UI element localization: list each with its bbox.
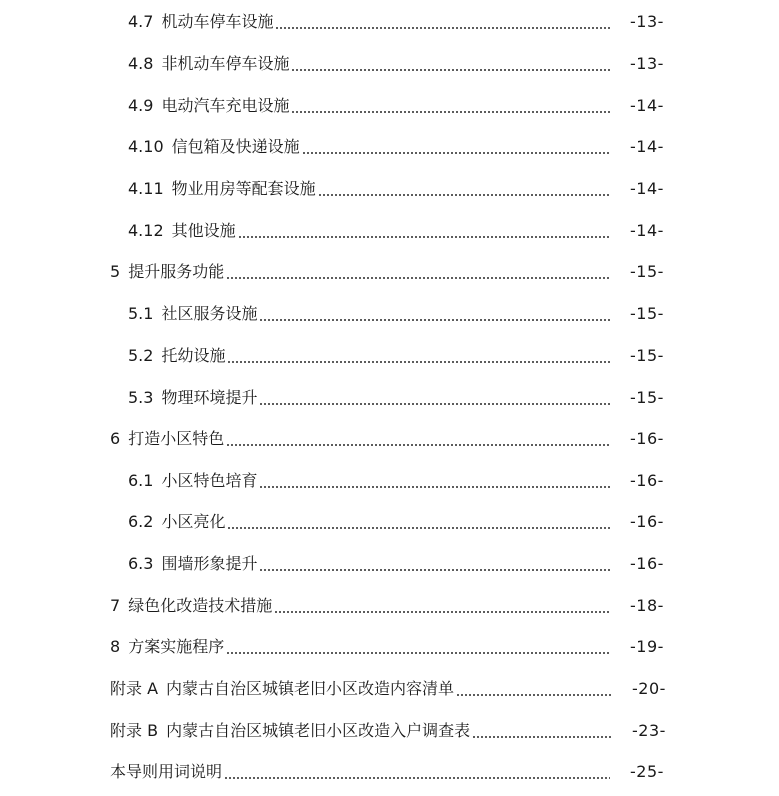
dot-leader (238, 219, 610, 243)
entry-number: 5.2 (128, 346, 154, 365)
entry-page-number: -15- (630, 388, 664, 407)
dot-leader (224, 760, 610, 784)
entry-number: 4.7 (128, 12, 154, 31)
entry-number: 8 (110, 637, 121, 656)
toc-entry[interactable] (110, 427, 664, 451)
dot-leader (274, 594, 610, 618)
entry-number: 附录 B (110, 721, 159, 740)
toc-entry[interactable] (128, 552, 664, 576)
entry-page-number: -15- (630, 304, 664, 323)
entry-title: 方案实施程序 (128, 637, 225, 656)
entry-title: 非机动车停车设施 (161, 54, 290, 73)
toc-entry[interactable] (110, 760, 664, 784)
entry-title: 电动汽车充电设施 (161, 96, 290, 115)
entry-title: 内蒙古自治区城镇老旧小区改造内容清单 (166, 679, 455, 698)
entry-title: 社区服务设施 (161, 304, 258, 323)
entry-page-number: -15- (630, 262, 664, 281)
dot-leader (227, 510, 610, 534)
entry-page-number: -14- (630, 137, 664, 156)
dot-leader (226, 260, 610, 284)
entry-title: 小区特色培育 (161, 471, 258, 490)
dot-leader (227, 344, 610, 368)
entry-title: 信包箱及快递设施 (171, 137, 300, 156)
entry-page-number: -14- (630, 179, 664, 198)
toc-entry[interactable] (128, 344, 664, 368)
dot-leader (472, 719, 612, 743)
toc-entry[interactable] (128, 510, 664, 534)
entry-number: 5 (110, 262, 121, 281)
toc-entry[interactable] (128, 177, 664, 201)
entry-number: 4.9 (128, 96, 154, 115)
entry-page-number: -19- (630, 637, 664, 656)
entry-title: 物理环境提升 (161, 388, 258, 407)
entry-page-number: -13- (630, 12, 664, 31)
entry-title: 本导则用词说明 (110, 762, 223, 781)
entry-title: 围墙形象提升 (161, 554, 258, 573)
dot-leader (226, 427, 610, 451)
toc-entry[interactable] (128, 94, 664, 118)
entry-number: 附录 A (110, 679, 159, 698)
toc-entry[interactable] (110, 594, 664, 618)
entry-title: 小区亮化 (161, 512, 226, 531)
entry-page-number: -16- (630, 512, 664, 531)
dot-leader (275, 10, 610, 34)
entry-page-number: -14- (630, 221, 664, 240)
entry-title: 打造小区特色 (128, 429, 225, 448)
entry-number: 6.2 (128, 512, 154, 531)
entry-number: 7 (110, 596, 121, 615)
entry-page-number: -16- (630, 471, 664, 490)
dot-leader (291, 94, 610, 118)
entry-page-number: -14- (630, 96, 664, 115)
entry-title: 内蒙古自治区城镇老旧小区改造入户调查表 (166, 721, 471, 740)
dot-leader (259, 302, 610, 326)
toc-entry[interactable] (110, 677, 666, 701)
dot-leader (259, 469, 610, 493)
entry-number: 6 (110, 429, 121, 448)
entry-page-number: -16- (630, 429, 664, 448)
entry-title: 机动车停车设施 (161, 12, 274, 31)
entry-title: 提升服务功能 (128, 262, 225, 281)
entry-number: 4.8 (128, 54, 154, 73)
entry-page-number: -20- (632, 679, 666, 698)
entry-number: 4.11 (128, 179, 164, 198)
entry-number: 5.1 (128, 304, 154, 323)
toc-entry[interactable] (128, 135, 664, 159)
toc-entry[interactable] (128, 302, 664, 326)
entry-number: 5.3 (128, 388, 154, 407)
toc-entry[interactable] (128, 469, 664, 493)
entry-page-number: -16- (630, 554, 664, 573)
dot-leader (259, 552, 610, 576)
toc-entry[interactable] (128, 386, 664, 410)
dot-leader (318, 177, 610, 201)
entry-page-number: -18- (630, 596, 664, 615)
toc-entry[interactable] (128, 52, 664, 76)
entry-number: 4.12 (128, 221, 164, 240)
entry-title: 其他设施 (171, 221, 236, 240)
entry-number: 6.3 (128, 554, 154, 573)
dot-leader (456, 677, 612, 701)
toc-entry[interactable] (110, 719, 666, 743)
entry-title: 托幼设施 (161, 346, 226, 365)
entry-number: 4.10 (128, 137, 164, 156)
entry-page-number: -15- (630, 346, 664, 365)
toc-entry[interactable] (128, 219, 664, 243)
dot-leader (226, 635, 610, 659)
entry-number: 6.1 (128, 471, 154, 490)
entry-page-number: -25- (630, 762, 664, 781)
entry-page-number: -13- (630, 54, 664, 73)
entry-title: 物业用房等配套设施 (171, 179, 316, 198)
dot-leader (291, 52, 610, 76)
toc-entry[interactable] (110, 635, 664, 659)
entry-title: 绿色化改造技术措施 (128, 596, 273, 615)
dot-leader (302, 135, 610, 159)
dot-leader (259, 386, 610, 410)
toc-entry[interactable] (128, 10, 664, 34)
toc-entry[interactable] (110, 260, 664, 284)
entry-page-number: -23- (632, 721, 666, 740)
